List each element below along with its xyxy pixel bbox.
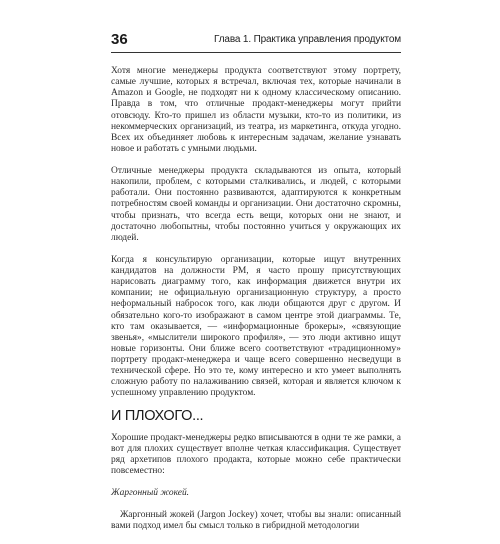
paragraph-5: Жаргонный жокей (Jargon Jockey) хочет, чтобы вы знали: описанный вами подход имел бы смысл только в гибридной методологии xyxy=(111,510,401,532)
page-body xyxy=(111,66,401,544)
paragraph-2: Отличные менеджеры продукта складываются из опыта, который накопили, проблем, с которыми сталкивались, и людей, с которыми работали. Они постоянно развиваются, адаптируются к конкретным потребностям своей команды и организации. Они достаточно скромны, чтобы признать, что всегда есть вещи, которых они не знают, и достаточно любопытны, чтобы постоянно учиться у окружающих их людей. xyxy=(111,166,401,243)
paragraph-1: Хотя многие менеджеры продукта соответствуют этому портрету, самые лучшие, которых я встречал, включая тех, которые начинали в Amazon и Google, не подходят ни к одному классическому описанию. Правда в том, что отличные продакт-менеджеры могут прийти отовсюду. Кто-то пришел из области музыки, кто-то из политики, из некоммерческих организаций, из театра, из маркетинга, откуда угодно. Всех их объединяет любовь к интересным задачам, желание узнавать новое и работать с умными людьми. xyxy=(111,66,401,154)
paragraph-4: Хорошие продакт-менеджеры редко вписываются в одни те же рамки, а вот для плохих существует вполне четкая классификация. Существует ряд архетипов плохого продакта, которые можно себе практически повсеместно: xyxy=(111,432,401,476)
paragraph-3: Когда я консультирую организации, которые ищут внутренних кандидатов на должности PM, я часто прошу присутствующих нарисовать диаграмму того, как информация движется внутри их компании; не официальную организационную структуру, а просто неформальный набросок того, как люди общаются друг с другом. И обязательно кого-то изображают в самом центре этой диаграммы. Те, кто там оказывается, — «информационные брокеры», «связующие звенья», «мыслители широкого профиля», — это люди активно ищут новые горизонты. Они ближе всего соответствуют «традиционному» портрету продакт-менеджера и чаще всего совершенно несведущи в технической сфере. Но это те, кому интересно и кто умеет выполнять сложную работу по налаживанию связей, которая и является ключом к успешному управлению продуктом. xyxy=(111,254,401,399)
page-header xyxy=(111,31,401,50)
archetype-subhead: Жаргонный жокей. xyxy=(111,488,190,499)
running-head: Глава 1. Практика управления продуктом xyxy=(214,34,401,45)
page-number: 36 xyxy=(111,31,128,48)
section-heading: И ПЛОХОГО... xyxy=(111,407,204,424)
header-divider xyxy=(111,52,401,53)
